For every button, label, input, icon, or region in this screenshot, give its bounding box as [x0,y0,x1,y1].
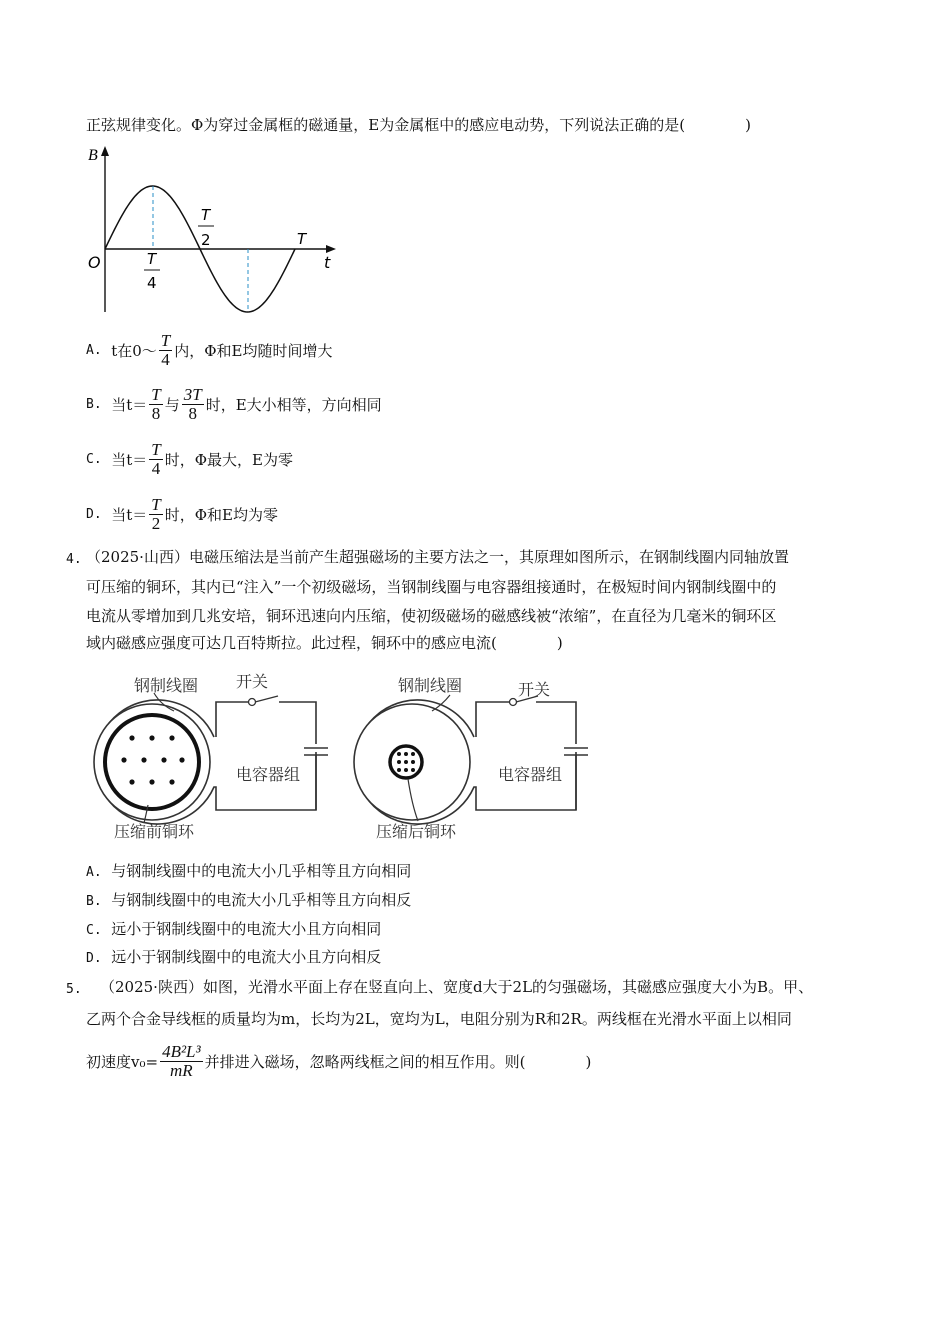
label-capacitor: 电容器组 [236,765,301,784]
question-line: （2025·陕西）如图，光滑水平面上存在竖直向上、宽度d大于2L的匀强磁场，其磁感应强度大小为B。甲、 [100,978,814,996]
label-coil: 钢制线圈 [398,676,463,695]
field-dots [397,752,415,772]
question-number: 4. [66,552,82,567]
y-arrow-icon [101,146,109,156]
question-line: 可压缩的铜环，其内已“注入”一个初级磁场，当钢制线圈与电容器组接通时，在极短时间内钢制线圈中的 [86,578,777,596]
fraction: $\frac{T}{8}$ [151,384,161,423]
switch-contact-icon [249,699,256,706]
label-ring: 压缩前铜环 [114,822,195,841]
option-a[interactable]: A. t在0～ $\frac{T}{4}$ 内，Φ和E均随时间增大 [86,330,333,369]
tick-full: T [297,230,307,248]
option-c[interactable]: C. 远小于钢制线圈中的电流大小且方向相同 [86,920,382,938]
question-line: 初速度v₀= $\frac{\text{4B²L³}}{mR}$ 并排进入磁场，忽略两线框之间的相互作用。则( ) [86,1041,592,1080]
label-coil: 钢制线圈 [134,676,199,695]
tick-quarter-num: T [147,250,157,268]
label-ring: 压缩后铜环 [376,822,457,841]
origin-label: O [88,253,101,272]
option-d[interactable]: D. 当t＝ $\frac{T}{2}$ 时，Φ和E均为零 [86,494,278,533]
question-line: 乙两个合金导线框的质量均为m，长均为2L，宽均为L，电阻分别为R和2R。两线框在光滑水平面上以相同 [86,1010,792,1028]
tick-half-num: T [201,206,211,224]
left-diagram [94,672,328,841]
x-arrow-icon [326,245,336,253]
question-text: 正弦规律变化。Φ为穿过金属框的磁通量，E为金属框中的感应电动势，下列说法正确的是( ) [86,116,751,134]
option-b[interactable]: B. 与钢制线圈中的电流大小几乎相等且方向相反 [86,891,412,909]
option-d[interactable]: D. 远小于钢制线圈中的电流大小且方向相反 [86,948,382,966]
b-t-graph [80,140,350,320]
option-a[interactable]: A. 与钢制线圈中的电流大小几乎相等且方向相同 [86,862,412,880]
tick-quarter-den: 4 [147,274,157,292]
fraction: $\frac{T}{4}$ [160,330,171,369]
right-diagram [354,676,588,841]
label-switch: 开关 [518,680,551,699]
tick-half-den: 2 [201,231,211,249]
switch-contact-icon [510,699,517,706]
question-line: 域内磁感应强度可达几百特斯拉。此过程，铜环中的感应电流( ) [86,634,563,652]
question-number: 5. [66,982,82,997]
label-switch: 开关 [236,672,269,691]
label-capacitor: 电容器组 [498,765,563,784]
fraction: $\frac{T}{2}$ [151,494,161,533]
y-axis-label: B [88,147,98,164]
option-b[interactable]: B. 当t＝ $\frac{T}{8}$ 与 $\frac{3T}{8}$ 时，E大小相等，方向相同 [86,384,382,423]
fraction: $\frac{T}{4}$ [151,439,161,478]
x-axis-label: t [324,253,331,272]
fraction: $\frac{3T}{8}$ [183,384,202,423]
option-c[interactable]: C. 当t＝ $\frac{T}{4}$ 时，Φ最大，E为零 [86,439,293,478]
question-line: 电流从零增加到几兆安培，铜环迅速向内压缩，使初级磁场的磁感线被“浓缩”，在直径为几毫米的铜环区 [86,607,777,625]
fraction: $\frac{\text{4B²L³}}{mR}$ [162,1041,201,1080]
question-line: （2025·山西）电磁压缩法是当前产生超强磁场的主要方法之一，其原理如图所示，在钢制线圈内同轴放置 [86,548,789,566]
compression-figure [86,665,596,845]
steel-coil [94,704,210,820]
